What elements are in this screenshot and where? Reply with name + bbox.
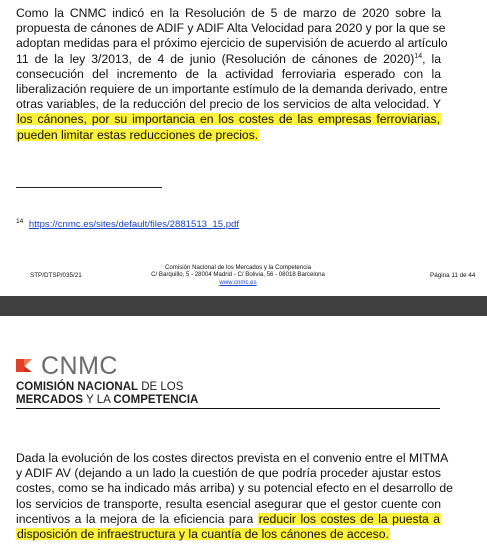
text-line: Dada la evolución de los costes directos prevista en el convenio entre el MITMA (16, 451, 449, 465)
footer-reference: STP/DTSP/035/21 (30, 272, 82, 279)
footnote-ref[interactable]: 14 (414, 52, 423, 60)
logo-brand-text: CNMC (41, 352, 118, 380)
footnote-link[interactable]: https://cnmc.es/sites/default/files/2881513_15.pdf (28, 219, 240, 230)
logo-text-bold: COMISIÓN NACIONAL (16, 381, 139, 393)
text-line: los servicios de transporte, resulta esencial asegurar que el gestor cuente con (16, 496, 441, 511)
text-line: otras variables, de la reducción del precio de los servicios de alta velocidad. Y (16, 97, 441, 112)
cnmc-logo-mark-icon (16, 357, 38, 375)
highlighted-text: los cánones, por su importancia en los costes de las empresas ferroviarias, (17, 112, 440, 127)
text-line (16, 512, 441, 527)
text-line: propuesta de cánones de ADIF y ADIF Alta Velocidad para 2020 y por la que se (16, 21, 446, 36)
logo-subtitle-line (16, 381, 198, 394)
footnote-separator (16, 187, 162, 188)
body-paragraph (16, 451, 453, 542)
cnmc-logo (16, 353, 436, 413)
text-line (16, 128, 441, 143)
text-segment: incentivos a la mejora de la eficiencia para (16, 511, 258, 526)
highlighted-text: pueden limitar estas reducciones de precios. (17, 127, 259, 142)
footer-address-block (128, 264, 348, 286)
logo-subtitle (16, 381, 198, 406)
footer-page-number: Página 11 de 44 (430, 272, 476, 279)
footer-web-link[interactable]: www.cnmc.es (219, 278, 257, 286)
highlighted-text: disposición de infraestructura y la cuantía de los cánones de acceso. (17, 527, 389, 542)
logo-text: Y LA (83, 393, 114, 406)
text-line: costes, como se ha indicado más arriba) y su potencial efecto en el desarrollo de (16, 481, 453, 496)
logo-text-bold: COMPETENCIA (113, 393, 199, 406)
highlighted-text: reducir los costes de la puesta a (258, 511, 440, 526)
text-segment: , la (422, 51, 441, 66)
text-line (16, 527, 441, 542)
text-line: Como la CNMC indicó en la Resolución de 5 de marzo de 2020 sobre la (16, 6, 441, 20)
text-line: adoptan medidas para el próximo ejercicio de supervisión de acuerdo al artículo (16, 36, 448, 51)
text-line (16, 112, 441, 127)
text-line (16, 52, 441, 67)
text-line: y ADIF AV (dejando a un lado la cuestión de que podría proceder ajustar estos (16, 466, 441, 481)
footnote-number: 14 (16, 217, 24, 225)
logo-text-bold: MERCADOS (16, 393, 84, 406)
page-separator (0, 296, 487, 316)
body-paragraph (16, 6, 448, 143)
text-line: consecución del incremento de la actividad ferroviaria esperado con la (16, 66, 441, 81)
text-segment: 11 de la ley 3/2013, de 4 de junio (Resolución de cánones de 2020) (16, 51, 415, 66)
text-line: liberalización requiere de un importante estímulo de la demanda derivado, entre (16, 82, 448, 97)
footer-address: C/ Barquillo, 5 - 28004 Madrid - C/ Bolivia, 56 - 08018 Barcelona (151, 271, 325, 279)
header-rule (16, 408, 440, 409)
footer-org: Comisión Nacional de los Mercados y la Competencia (165, 264, 311, 271)
footnote (16, 219, 239, 231)
logo-subtitle-line (16, 394, 198, 407)
logo-text: DE LOS (138, 381, 184, 393)
